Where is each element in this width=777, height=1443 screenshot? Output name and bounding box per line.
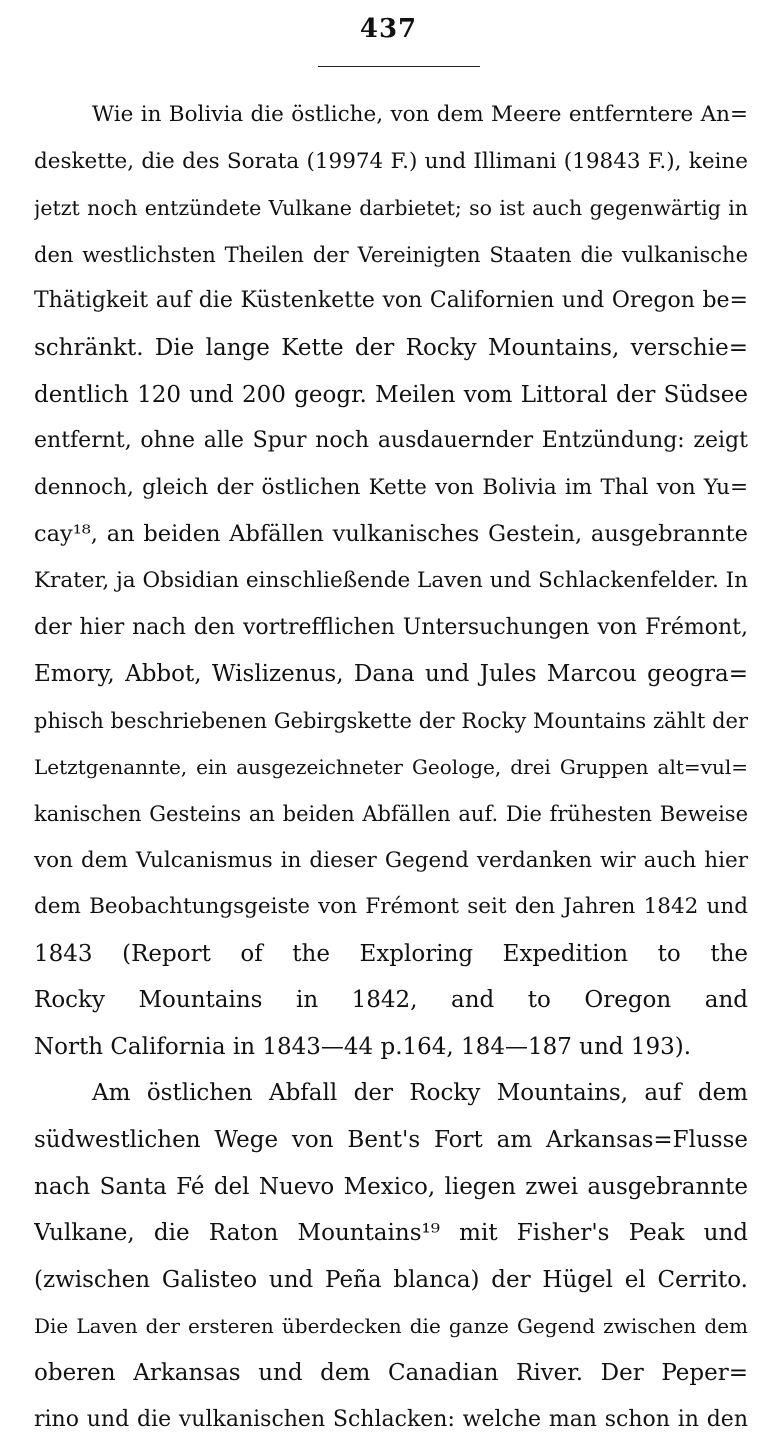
text-line: Am östlichen Abfall der Rocky Mountains, auf dem xyxy=(92,1080,748,1107)
text-line: Krater, ja Obsidian einschließende Laven und Schlackenfelder. In xyxy=(34,567,748,593)
text-line: kanischen Gesteins an beiden Abfällen auf. Die frühesten Beweise xyxy=(34,801,748,826)
text-line: Emory, Abbot, Wislizenus, Dana und Jules Marcou geogra= xyxy=(34,661,748,688)
text-line: nach Santa Fé del Nuevo Mexico, liegen zwei ausgebrannte xyxy=(34,1173,748,1200)
text-line: Letztgenannte, ein ausgezeichneter Geologe, drei Gruppen alt=vul= xyxy=(34,755,748,780)
text-line: dem Beobachtungsgeiste von Frémont seit den Jahren 1842 und xyxy=(34,894,748,920)
text-line: südwestlichen Wege von Bent's Fort am Arkansas=Flusse xyxy=(34,1127,748,1154)
text-line: dentlich 120 und 200 geogr. Meilen vom Littoral der Südsee xyxy=(34,381,748,408)
text-line: jetzt noch entzündete Vulkane darbietet; so ist auch gegenwärtig in xyxy=(34,196,748,221)
text-line: von dem Vulcanismus in dieser Gegend verdanken wir auch hier xyxy=(34,847,748,873)
text-line: Vulkane, die Raton Mountains¹⁹ mit Fisher's Peak und xyxy=(34,1220,748,1247)
text-line: phisch beschriebenen Gebirgskette der Rocky Mountains zählt der xyxy=(34,708,748,733)
text-line: deskette, die des Sorata (19974 F.) und Illimani (19843 F.), keine xyxy=(34,148,748,174)
text-line: den westlichsten Theilen der Vereinigten Staaten die vulkanische xyxy=(34,242,748,267)
text-line: North California in 1843—44 p.164, 184—187 und 193). xyxy=(34,1033,692,1060)
text-line: schränkt. Die lange Kette der Rocky Mountains, verschie= xyxy=(34,334,748,361)
body-text xyxy=(34,92,748,1443)
text-line: cay¹⁸, an beiden Abfällen vulkanisches Gestein, ausgebrannte xyxy=(34,521,748,548)
page-number: 437 xyxy=(359,14,418,44)
text-line: Rocky Mountains in 1842, and to Oregon and xyxy=(34,987,748,1014)
text-line: 1843 (Report of the Exploring Expedition to the xyxy=(34,940,748,967)
text-line: Wie in Bolivia die östliche, von dem Meere entferntere An= xyxy=(92,102,748,127)
text-line: Die Laven der ersteren überdecken die ganze Gegend zwischen dem xyxy=(34,1314,748,1339)
text-line: Thätigkeit auf die Küstenkette von Californien und Oregon be= xyxy=(34,288,748,314)
text-line: der hier nach den vortrefflichen Untersuchungen von Frémont, xyxy=(34,614,748,640)
text-line: dennoch, gleich der östlichen Kette von Bolivia im Thal von Yu= xyxy=(34,474,748,500)
text-line: entfernt, ohne alle Spur noch ausdauernder Entzündung: zeigt xyxy=(34,428,748,454)
text-line: oberen Arkansas und dem Canadian River. Der Peper= xyxy=(34,1360,748,1387)
text-line: rino und die vulkanischen Schlacken: welche man schon in den xyxy=(34,1406,748,1432)
text-line: (zwischen Galisteo und Peña blanca) der Hügel el Cerrito. xyxy=(34,1266,748,1293)
header-rule xyxy=(318,66,480,67)
